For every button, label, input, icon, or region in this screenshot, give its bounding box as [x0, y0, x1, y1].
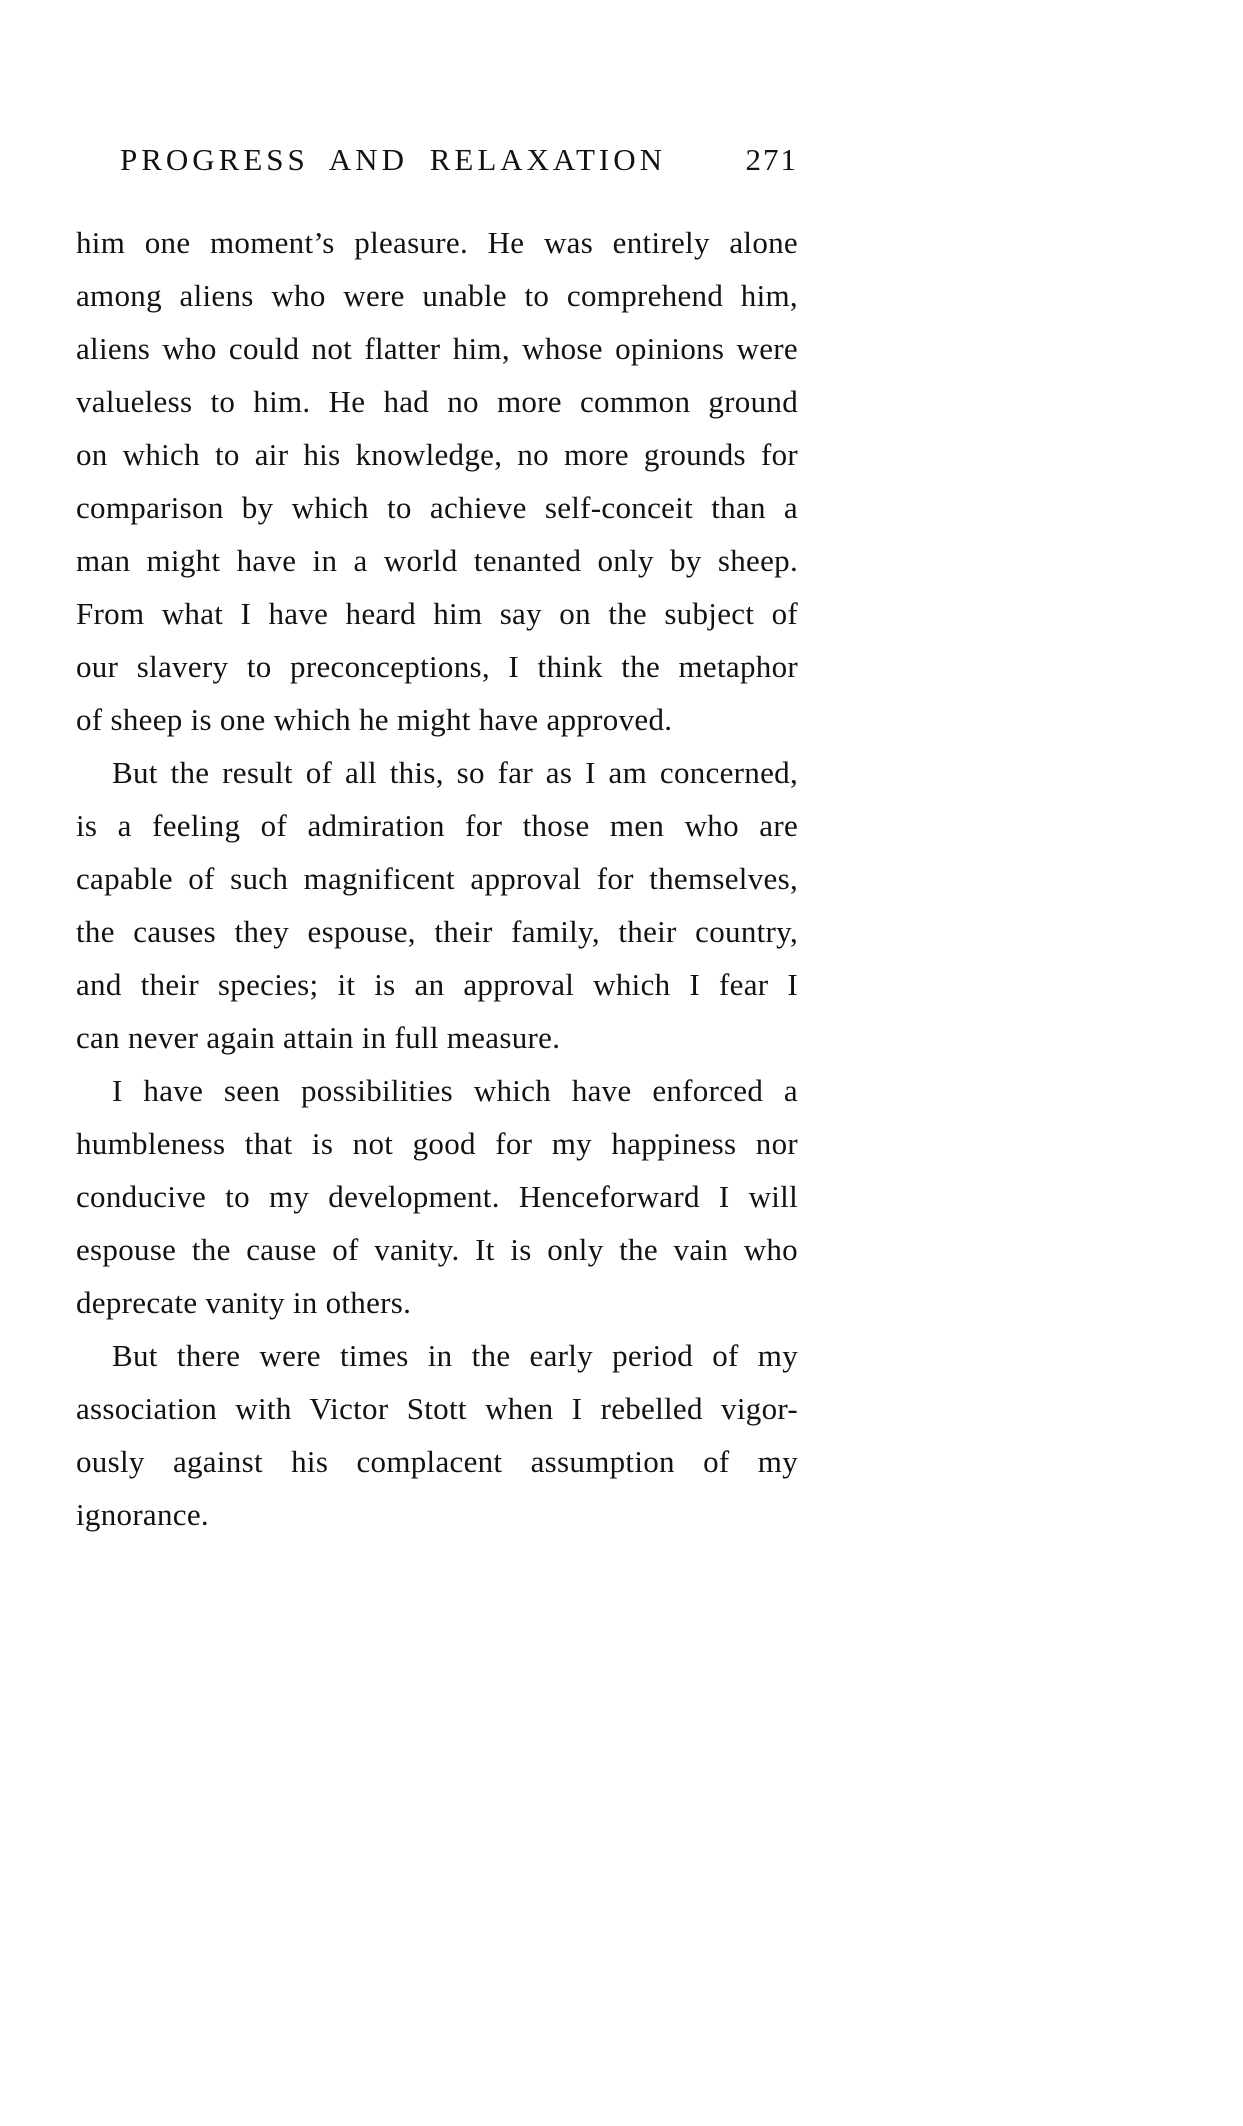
text-line: humbleness that is not good for my happiness nor — [76, 1126, 798, 1161]
text-line: of sheep is one which he might have approved. — [76, 702, 673, 737]
text-line: on which to air his knowledge, no more grounds for — [76, 437, 798, 472]
text-line: valueless to him. He had no more common ground — [76, 384, 798, 419]
text-line: ously against his complacent assumption of my — [76, 1444, 798, 1479]
text-line: But there were times in the early period of my — [112, 1338, 798, 1373]
text-line: can never again attain in full measure. — [76, 1020, 561, 1055]
text-line: him one moment’s pleasure. He was entirely alone — [76, 225, 798, 260]
text-line: capable of such magnificent approval for themselves, — [76, 861, 798, 896]
text-line: comparison by which to achieve self-conceit than a — [76, 490, 798, 525]
text-line: ignorance. — [76, 1497, 209, 1532]
text-line: conducive to my development. Henceforward I will — [76, 1179, 798, 1214]
text-line: among aliens who were unable to comprehend him, — [76, 278, 798, 313]
text-line: is a feeling of admiration for those men who are — [76, 808, 798, 843]
text-line: deprecate vanity in others. — [76, 1285, 412, 1320]
paragraph — [76, 1329, 798, 1541]
paragraph — [76, 216, 798, 746]
paragraph — [76, 1064, 798, 1329]
text-line: the causes they espouse, their family, their country, — [76, 914, 798, 949]
page-number: 271 — [745, 142, 798, 177]
text-line: From what I have heard him say on the subject of — [76, 596, 798, 631]
chapter-title: PROGRESS AND RELAXATION — [119, 142, 667, 177]
text-line: association with Victor Stott when I rebelled vigor- — [76, 1391, 798, 1426]
text-line: I have seen possibilities which have enforced a — [112, 1073, 798, 1108]
paragraph — [76, 746, 798, 1064]
text-line: our slavery to preconceptions, I think the metaphor — [76, 649, 798, 684]
text-line: man might have in a world tenanted only by sheep. — [76, 543, 798, 578]
running-head — [76, 142, 798, 186]
text-column — [76, 142, 798, 1541]
body-text — [76, 216, 798, 1541]
text-line: But the result of all this, so far as I am concerned, — [112, 755, 798, 790]
text-line: espouse the cause of vanity. It is only the vain who — [76, 1232, 798, 1267]
text-line: aliens who could not flatter him, whose opinions were — [76, 331, 798, 366]
text-line: and their species; it is an approval which I fear I — [76, 967, 798, 1002]
